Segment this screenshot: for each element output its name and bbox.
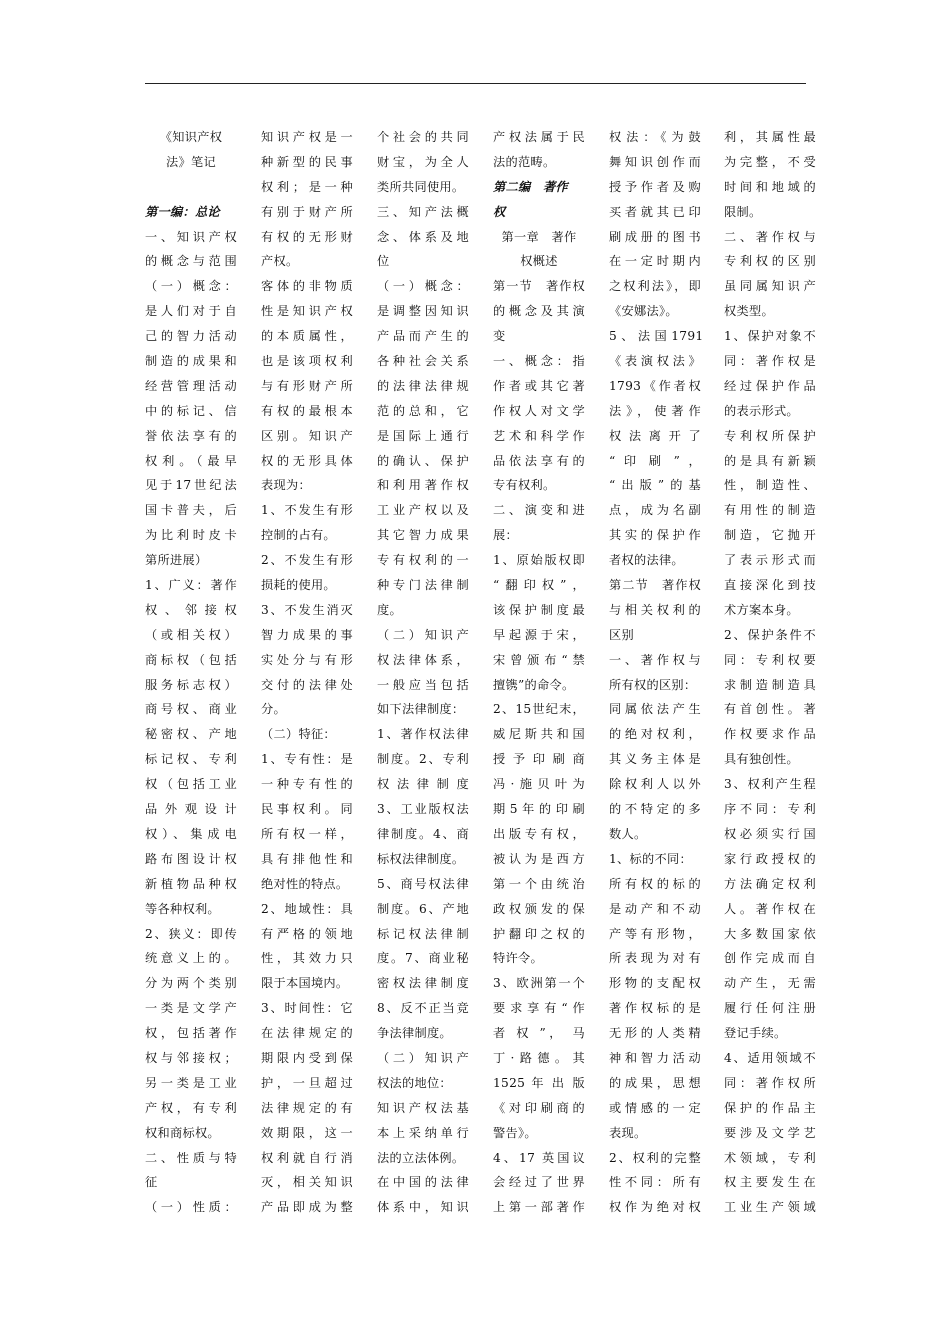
text-line: 性，制造性、 — [724, 478, 816, 493]
text-line: 种专门法律制 — [377, 578, 469, 593]
text-line: 作权人对文学 — [493, 403, 585, 418]
text-line: 直接深化到技 — [724, 578, 816, 593]
text-line: 的是具有新颖 — [724, 453, 816, 468]
header-rule — [145, 83, 806, 84]
text-line: 品 外 观 设 计 — [145, 802, 237, 817]
text-line: 5、商号权法律 — [377, 876, 469, 891]
text-line: 权 法 律 制 度 — [377, 777, 469, 792]
text-line: 密权法律制度 — [377, 976, 469, 991]
text-line: 1、著作权法律 — [377, 727, 469, 742]
text-line: 5 、 法 国 1791 — [609, 329, 704, 344]
text-line: 作者或其它著 — [493, 378, 585, 393]
text-line: 艺术和科学作 — [493, 428, 585, 443]
text-line: 一、概念：指 — [493, 354, 585, 369]
text-line: 新植物品种权 — [145, 876, 237, 891]
text-line: 与相关权利的 — [609, 602, 701, 617]
text-line: “翻印权”， — [493, 578, 585, 593]
text-line: 商号权、商业 — [145, 702, 237, 717]
text-line: 期5年的印刷 — [493, 802, 585, 817]
text-line: 早起源于宋， — [493, 627, 585, 642]
text-line: 1525 年 出 版 — [493, 1075, 585, 1090]
text-line: 是人们对于自 — [145, 304, 237, 319]
text-line: 各种社会关系 — [377, 354, 469, 369]
text-line: 虽同属知识产 — [724, 279, 816, 294]
text-line: 3、工业版权法 — [377, 802, 469, 817]
text-line: 有权的最根本 — [261, 403, 353, 418]
text-line: 点，成为名副 — [609, 503, 701, 518]
text-line: 同：著作权是 — [724, 354, 816, 369]
text-line: 在中国的法律 — [377, 1175, 469, 1190]
text-line: 法》，使著作 — [609, 403, 701, 418]
text-line: 其实的保护作 — [609, 528, 701, 543]
text-line: 律制度。4、商 — [377, 826, 469, 841]
text-line: 宋曾颁布“禁 — [493, 652, 585, 667]
text-line: 效期限，这一 — [261, 1125, 353, 1140]
text-line: 的绝对权利， — [609, 727, 701, 742]
text-line: 变 — [493, 329, 506, 344]
text-line: 的概念及其演 — [493, 304, 585, 319]
text-line: 与有形财产所 — [261, 378, 353, 393]
text-line: 4、17 英国议 — [493, 1150, 585, 1165]
text-line: 如下法律制度： — [377, 702, 465, 717]
text-line: 权和商标权。 — [145, 1125, 220, 1140]
text-line: 路布图设计权 — [145, 851, 237, 866]
text-line: 权概述 — [520, 254, 558, 269]
text-line: “ 印 刷 ” ， — [609, 453, 701, 468]
text-line: 有别于财产所 — [261, 204, 353, 219]
text-line: 2、保护条件不 — [724, 627, 816, 642]
text-line: 要涉及文学艺 — [724, 1125, 816, 1140]
text-line: 所表现为对有 — [609, 951, 701, 966]
text-line: 授 予 印 刷 商 — [493, 752, 585, 767]
text-line: 绝对性的特点。 — [261, 876, 349, 891]
text-line: 权 法 离 开 了 — [609, 428, 701, 443]
text-line: 该保护制度最 — [493, 602, 585, 617]
text-line: 己的智力活动 — [145, 329, 237, 344]
text-line: 上第一部著作 — [493, 1200, 585, 1215]
text-line: 具有排他性和 — [261, 851, 353, 866]
text-line: 同：著作权所 — [724, 1075, 816, 1090]
text-line: 舞知识创作而 — [609, 154, 701, 169]
text-line: 统意义上的。 — [145, 951, 237, 966]
text-line: 权法的地位： — [377, 1075, 452, 1090]
text-line: 财宝，为全人 — [377, 154, 469, 169]
text-line: 产权法属于民 — [493, 130, 585, 144]
text-line: 出版专有权， — [493, 826, 585, 841]
text-column-5 — [609, 125, 704, 1220]
text-line: 登记手续。 — [724, 1026, 787, 1041]
text-line: 标记权法律制 — [377, 926, 469, 941]
text-line: 利，其属性最 — [724, 130, 816, 144]
text-line: 制造的成果和 — [145, 354, 237, 369]
text-line: 求制造制造具 — [724, 677, 816, 692]
text-line: 中的标记、信 — [145, 403, 237, 418]
text-line: 神和智力活动 — [609, 1050, 701, 1065]
text-line: 大多数国家依 — [724, 926, 816, 941]
text-line: 除权利人以外 — [609, 777, 701, 792]
text-line: 民事权利。同 — [261, 802, 353, 817]
text-line: 专有权利的一 — [377, 553, 469, 568]
text-line: 《表演权法》 — [609, 354, 701, 369]
text-line: 政权颁发的保 — [493, 901, 585, 916]
text-line: 3、不发生消灭 — [261, 602, 353, 617]
text-line: （二）知识产 — [377, 1050, 469, 1065]
text-line: 性不同：所有 — [609, 1175, 701, 1190]
text-line: 《知识产权 — [159, 130, 223, 144]
text-line: 买者就其已印 — [609, 204, 701, 219]
text-line: “出版”的基 — [609, 478, 701, 493]
text-line: 护，一旦超过 — [261, 1075, 353, 1090]
text-line: 或情感的一定 — [609, 1100, 701, 1115]
text-line: 期限内受到保 — [261, 1050, 353, 1065]
text-line: 所有权一样， — [261, 826, 353, 841]
text-line: 2、不发生有形 — [261, 553, 353, 568]
text-line: 创作完成而自 — [724, 951, 816, 966]
text-line: 同：专利权要 — [724, 652, 816, 667]
text-line: 制度。2、专利 — [377, 752, 469, 767]
text-column-1 — [145, 125, 237, 1220]
text-line: 一种专有性的 — [261, 777, 353, 792]
text-line: 授予作者及购 — [609, 179, 701, 194]
text-line: 权作为绝对权 — [609, 1200, 701, 1215]
text-line: 损耗的使用。 — [261, 578, 336, 593]
text-line: 制度。6、产地 — [377, 901, 469, 916]
text-line: （一）概念： — [145, 279, 237, 294]
text-line: 有严格的领地 — [261, 926, 353, 941]
text-line: 人。著作权在 — [724, 901, 816, 916]
text-line: 一、著作权与 — [609, 652, 701, 667]
text-line: 有用性的制造 — [724, 503, 816, 518]
text-line: 护翻印之权的 — [493, 926, 585, 941]
text-line: 种新型的民事 — [261, 154, 353, 169]
text-line: 2、狭义：即传 — [145, 926, 237, 941]
text-column-3 — [377, 125, 469, 1220]
text-line: 品依法享有的 — [493, 453, 585, 468]
text-line: 《安娜法》。 — [609, 304, 678, 319]
text-line: 国卡普夫，后 — [145, 503, 237, 518]
text-line: 权）、集成电 — [145, 826, 237, 841]
text-line: 表现为： — [261, 478, 311, 493]
text-line: 范的总和，它 — [377, 403, 469, 418]
text-line: 个社会的共同 — [377, 130, 469, 144]
text-line: 二、性质与特 — [145, 1150, 237, 1165]
text-line: 限制。 — [724, 204, 762, 219]
text-line: 的法律法律规 — [377, 378, 469, 393]
text-line: 1793《作者权 — [609, 378, 701, 393]
text-line: 法》笔记 — [166, 154, 216, 169]
text-line: 一般应当包括 — [377, 677, 469, 692]
text-line: 展： — [493, 528, 518, 543]
text-line: 3、权利产生程 — [724, 777, 816, 792]
text-line: 分为两个类别 — [145, 976, 237, 991]
text-line: 标记权、专利 — [145, 752, 237, 767]
text-line: （一）性质： — [145, 1200, 237, 1215]
text-line: 3、时间性：它 — [261, 1001, 353, 1016]
text-line: 经营管理活动 — [145, 378, 237, 393]
text-line: 1、保护对象不 — [724, 329, 816, 344]
text-line: 法律规定的有 — [261, 1100, 353, 1115]
text-line: 冯·施贝叶为 — [493, 777, 585, 792]
text-line: 有权的无形财 — [261, 229, 353, 244]
text-line: 其它智力成果 — [377, 528, 469, 543]
text-line: 序不同：专利 — [724, 802, 816, 817]
text-line: 和利用著作权 — [377, 478, 469, 493]
text-line: 为完整，不受 — [724, 154, 816, 169]
text-line: （二）知识产 — [377, 627, 469, 642]
text-line: 的不特定的多 — [609, 802, 701, 817]
text-line: 第一节 著作权 — [493, 279, 585, 294]
text-line: 二、演变和进 — [493, 503, 585, 518]
text-line: 动产生，无需 — [724, 976, 816, 991]
text-line: 者 权 ”， 马 — [493, 1026, 585, 1041]
text-line: 权必须实行国 — [724, 826, 816, 841]
text-line: 1、专有性：是 — [261, 752, 353, 767]
text-line: 产等有形物， — [609, 926, 701, 941]
text-line: 法的立法体例。 — [377, 1150, 465, 1165]
text-line: 产品即成为整 — [261, 1200, 353, 1215]
text-line: 会经过了世界 — [493, 1175, 585, 1190]
text-line: 法的范畴。 — [493, 154, 556, 169]
text-line: 之权利法》，即 — [609, 279, 701, 294]
text-line: 类所共同使用。 — [377, 179, 465, 194]
text-line: 权利。（最早 — [145, 453, 237, 468]
text-line: 擅镌”的命令。 — [493, 677, 575, 692]
text-line: 时间和地域的 — [724, 179, 816, 194]
text-line: 权主要发生在 — [724, 1175, 816, 1190]
text-line: 权法律体系， — [377, 652, 469, 667]
text-line: 表现。 — [609, 1125, 647, 1140]
text-line: 限于本国境内。 — [261, 976, 349, 991]
text-line: 经过保护作品 — [724, 378, 816, 393]
text-line: 工业生产领域 — [724, 1200, 816, 1215]
text-line: 产权。 — [261, 254, 299, 269]
text-line: 所有权的区别： — [609, 677, 697, 692]
text-line: 了表示形式而 — [724, 553, 816, 568]
text-line: 灭，相关知识 — [261, 1175, 353, 1190]
text-line: 作权要求作品 — [724, 727, 816, 742]
text-line: 权利；是一种 — [261, 179, 353, 194]
text-line: 性是知识产权 — [261, 304, 353, 319]
text-line: 方法确定权利 — [724, 876, 816, 891]
text-line: 家行政授权的 — [724, 851, 816, 866]
text-line: 本上采纳单行 — [377, 1125, 469, 1140]
text-line: 数人。 — [609, 826, 647, 841]
text-line: 第一章 著作 — [501, 229, 577, 244]
text-line: 知识产权是一 — [261, 130, 353, 144]
text-line: 履行任何注册 — [724, 1001, 816, 1016]
text-line: （二）特征： — [261, 727, 336, 742]
text-line: 智力成果的事 — [261, 627, 353, 642]
text-line: 4、适用领域不 — [724, 1050, 816, 1065]
text-line: 是国际上通行 — [377, 428, 469, 443]
text-column-2 — [261, 125, 353, 1220]
text-line: 体系中，知识 — [377, 1200, 469, 1215]
text-line: 的概念与范围 — [145, 254, 237, 269]
text-line: 威尼斯共和国 — [493, 727, 585, 742]
text-line: 第一编：总论 — [145, 204, 220, 219]
text-line: 权利就自行消 — [261, 1150, 353, 1165]
text-line: 丁·路德。其 — [493, 1050, 585, 1065]
text-line: 是动产和不动 — [609, 901, 701, 916]
text-line: 3、欧洲第一个 — [493, 976, 585, 991]
text-line: 1、广义：著作 — [145, 578, 237, 593]
text-line: 权类型。 — [724, 304, 774, 319]
text-line: 2、15世纪末， — [493, 702, 585, 717]
text-line: 权的无形具体 — [261, 453, 353, 468]
text-line: 秘密权、产地 — [145, 727, 237, 742]
text-column-4 — [493, 125, 585, 1220]
text-line: 在法律规定的 — [261, 1026, 353, 1041]
text-line: 为比利时皮卡 — [145, 528, 237, 543]
text-line: 1、标的不同： — [609, 851, 692, 866]
text-line: 第一个由统治 — [493, 876, 585, 891]
text-line: 权（包括工业 — [145, 777, 237, 792]
text-line: 性，其效力只 — [261, 951, 353, 966]
text-line: 被认为是西方 — [493, 851, 585, 866]
text-line: 8、反不正当竞 — [377, 1001, 469, 1016]
text-line: 权法：《为鼓 — [609, 130, 701, 144]
text-line: 刷成册的图书 — [609, 229, 701, 244]
text-line: 2、权利的完整 — [609, 1150, 701, 1165]
text-line: 第二节 著作权 — [609, 578, 701, 593]
text-line: 制造，它抛开 — [724, 528, 816, 543]
text-line: 产权，有专利 — [145, 1100, 237, 1115]
text-line: 权与邻接权； — [145, 1050, 237, 1065]
text-line: 三、知产法概 — [377, 204, 469, 219]
text-line: 度。7、商业秘 — [377, 951, 469, 966]
text-line: 的确认、保护 — [377, 453, 469, 468]
text-line: 标权法律制度。 — [377, 851, 465, 866]
text-line: 术方案本身。 — [724, 602, 799, 617]
text-line: 也是该项权利 — [261, 354, 353, 369]
text-line: 控制的占有。 — [261, 528, 336, 543]
text-line: 产品而产生的 — [377, 329, 469, 344]
text-line: 是调整因知识 — [377, 304, 469, 319]
text-line: 客体的非物质 — [261, 279, 353, 294]
text-line: 在一定时期内 — [609, 254, 701, 269]
text-line: 2、地域性：具 — [261, 901, 353, 916]
text-line: 有首创性。著 — [724, 702, 816, 717]
text-line: 1、不发生有形 — [261, 503, 353, 518]
text-line: 商标权（包括 — [145, 652, 237, 667]
text-line: 其义务主体是 — [609, 752, 701, 767]
text-line: 特许令。 — [493, 951, 543, 966]
text-line: （一）概念： — [377, 279, 469, 294]
text-line: 同属依法产生 — [609, 702, 701, 717]
text-line: 区别 — [609, 627, 634, 642]
text-line: 专利权的区别 — [724, 254, 816, 269]
text-line: 要求享有“作 — [493, 1001, 585, 1016]
text-line: 度。 — [377, 602, 402, 617]
text-line: 《对印刷商的 — [493, 1100, 585, 1115]
text-line: 专有权利。 — [493, 478, 556, 493]
text-line: 权 — [493, 204, 506, 219]
text-line: 具有独创性。 — [724, 752, 799, 767]
text-line: 分。 — [261, 702, 286, 717]
text-line: 争法律制度。 — [377, 1026, 452, 1041]
text-line: 服务标志权） — [145, 677, 237, 692]
text-line: 警告》。 — [493, 1125, 537, 1140]
text-line: 一类是文学产 — [145, 1001, 237, 1016]
text-line: 誉依法享有的 — [145, 428, 237, 443]
text-line: 的表示形式。 — [724, 403, 799, 418]
text-line: 另一类是工业 — [145, 1075, 237, 1090]
text-line: 交付的法律处 — [261, 677, 353, 692]
text-line: 的本质属性， — [261, 329, 353, 344]
text-line: 位 — [377, 254, 390, 269]
text-line: 的成果，思想 — [609, 1075, 701, 1090]
text-line: 二、著作权与 — [724, 229, 816, 244]
text-line: 权，包括著作 — [145, 1026, 237, 1041]
text-line: 等各种权利。 — [145, 901, 220, 916]
text-line: 区别。知识产 — [261, 428, 353, 443]
text-line: 见于17世纪法 — [145, 478, 237, 493]
text-line: 念、体系及地 — [377, 229, 469, 244]
text-line: 第二编 著作 — [493, 179, 568, 194]
text-line: 第所进展） — [145, 553, 208, 568]
text-line: 工业产权以及 — [377, 503, 469, 518]
text-line: （或相关权） — [145, 627, 237, 642]
text-line: 形物的支配权 — [609, 976, 701, 991]
text-line: 所有权的标的 — [609, 876, 701, 891]
text-line: 征 — [145, 1175, 158, 1190]
text-line: 知识产权法基 — [377, 1100, 469, 1115]
text-line: 实处分与有形 — [261, 652, 353, 667]
text-line: 1、原始版权即 — [493, 553, 585, 568]
text-line: 专利权所保护 — [724, 428, 816, 443]
text-line: 无形的人类精 — [609, 1026, 701, 1041]
text-line — [145, 175, 237, 200]
text-line: 保护的作品主 — [724, 1100, 816, 1115]
text-line: 一、知识产权 — [145, 229, 237, 244]
text-line: 著作权标的是 — [609, 1001, 701, 1016]
text-column-6 — [724, 125, 816, 1220]
text-line: 术领域，专利 — [724, 1150, 816, 1165]
text-line: 者权的法律。 — [609, 553, 684, 568]
text-line: 权 、 邻 接 权 — [145, 602, 237, 617]
